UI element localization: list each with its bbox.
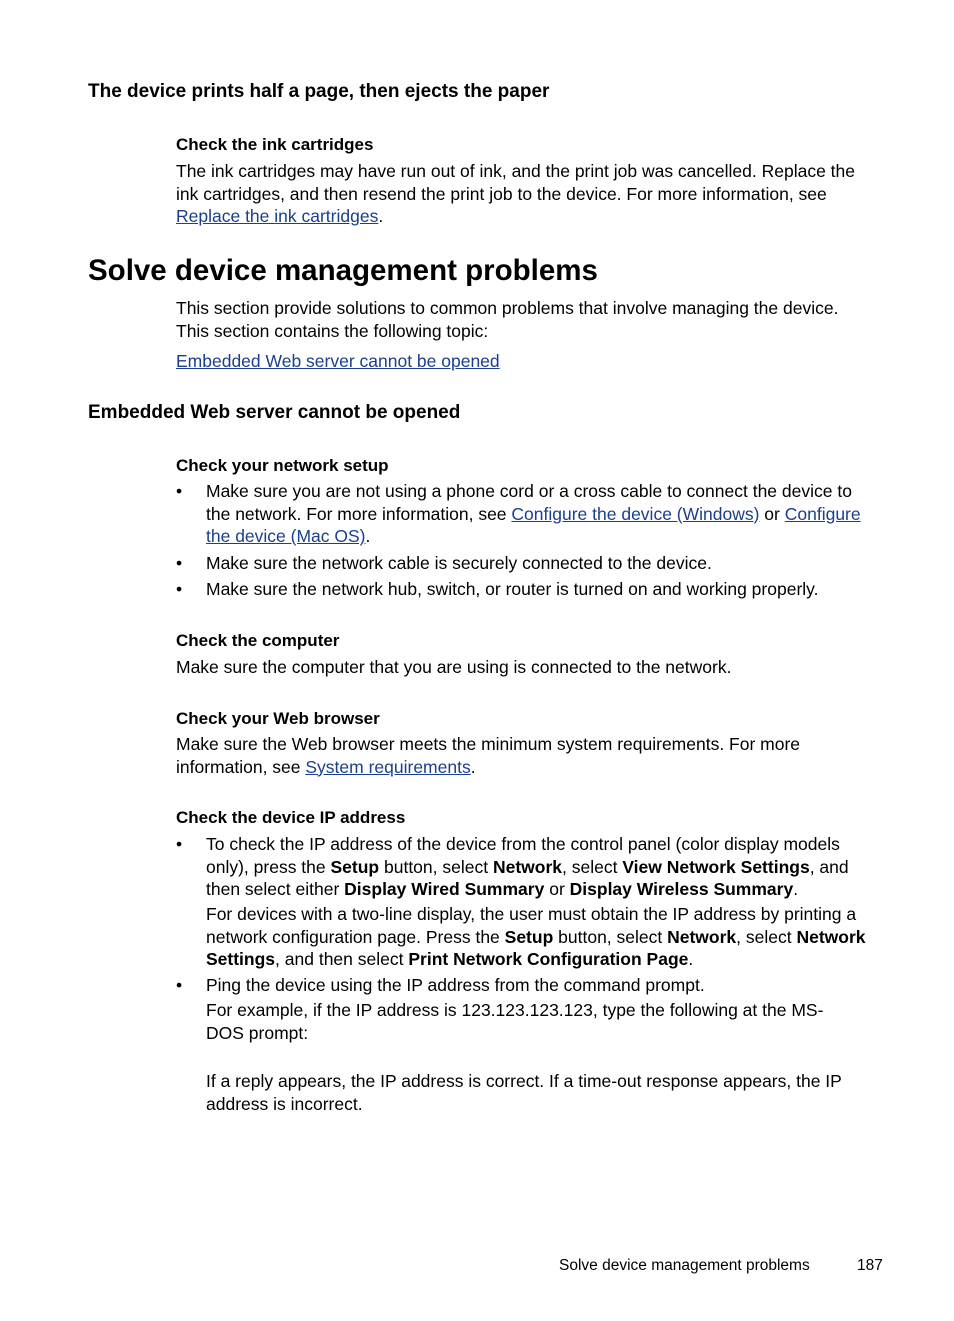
subheading-ink-cartridges: Check the ink cartridges — [176, 135, 374, 154]
ink-cartridges-paragraph: The ink cartridges may have run out of ink, and the print job was cancelled. Replace the ink cartridges, and then resend the print job to the device. For more information, see Replace the ink cartridges. — [176, 161, 855, 226]
ip-bullet-2: Ping the device using the IP address from the command prompt. — [206, 975, 705, 995]
computer-paragraph: Make sure the computer that you are using is connected to the network. — [176, 657, 732, 677]
subheading-ip-address: Check the device IP address — [176, 808, 406, 827]
bullet-marker: • — [176, 579, 183, 599]
replace-ink-cartridges-link[interactable]: Replace the ink cartridges — [176, 206, 379, 226]
page-number: 187 — [857, 1257, 883, 1274]
subheading-network-setup: Check your network setup — [176, 456, 389, 475]
bullet-marker: • — [176, 481, 183, 501]
footer-section-title: Solve device management problems — [559, 1257, 810, 1274]
intro-paragraph: This section provide solutions to common problems that involve managing the device. This section contains the following topic: — [176, 298, 839, 341]
bullet-marker: • — [176, 975, 183, 995]
bullet-marker: • — [176, 834, 183, 854]
ip-bullet-2-example: For example, if the IP address is 123.123.123.123, type the following at the MS-DOS prompt: — [206, 1000, 824, 1043]
ip-bullet-1-paragraph-2: For devices with a two-line display, the user must obtain the IP address by printing a network configuration page. Press the Setup button, select Network, select Network Settings, and then select Print Network Configuration Page. — [206, 904, 866, 969]
subheading-web-browser: Check your Web browser — [176, 709, 380, 728]
ip-bullet-2-result: If a reply appears, the IP address is correct. If a time-out response appears, the IP address is incorrect. — [206, 1071, 842, 1114]
embedded-web-server-link[interactable]: Embedded Web server cannot be opened — [176, 351, 500, 371]
browser-paragraph: Make sure the Web browser meets the minimum system requirements. For more information, see System requirements. — [176, 734, 801, 777]
network-bullet-1: Make sure you are not using a phone cord or a cross cable to connect the device to the network. For more information, see Configure the device (Windows) or Configure the device (Mac OS). — [206, 481, 861, 546]
configure-mac-link[interactable]: Configure the device (Mac OS) — [206, 503, 861, 546]
subheading-computer: Check the computer — [176, 631, 340, 650]
network-bullet-2: Make sure the network cable is securely connected to the device. — [206, 553, 712, 573]
configure-windows-link[interactable]: Configure the device (Windows) — [511, 503, 760, 524]
network-bullet-3: Make sure the network hub, switch, or router is turned on and working properly. — [206, 579, 819, 599]
system-requirements-link[interactable]: System requirements — [305, 756, 471, 777]
page-title: Solve device management problems — [88, 254, 598, 287]
ip-bullet-1: To check the IP address of the device from the control panel (color display models only), press the Setup button, select Network, select View Network Settings, and then select either Display Wired Summary or Display Wireless Summary. — [206, 834, 849, 899]
section-heading: The device prints half a page, then ejects the paper — [88, 81, 550, 102]
bullet-marker: • — [176, 553, 183, 573]
topic-link-paragraph — [176, 350, 876, 373]
section-heading-ews: Embedded Web server cannot be opened — [88, 402, 461, 423]
